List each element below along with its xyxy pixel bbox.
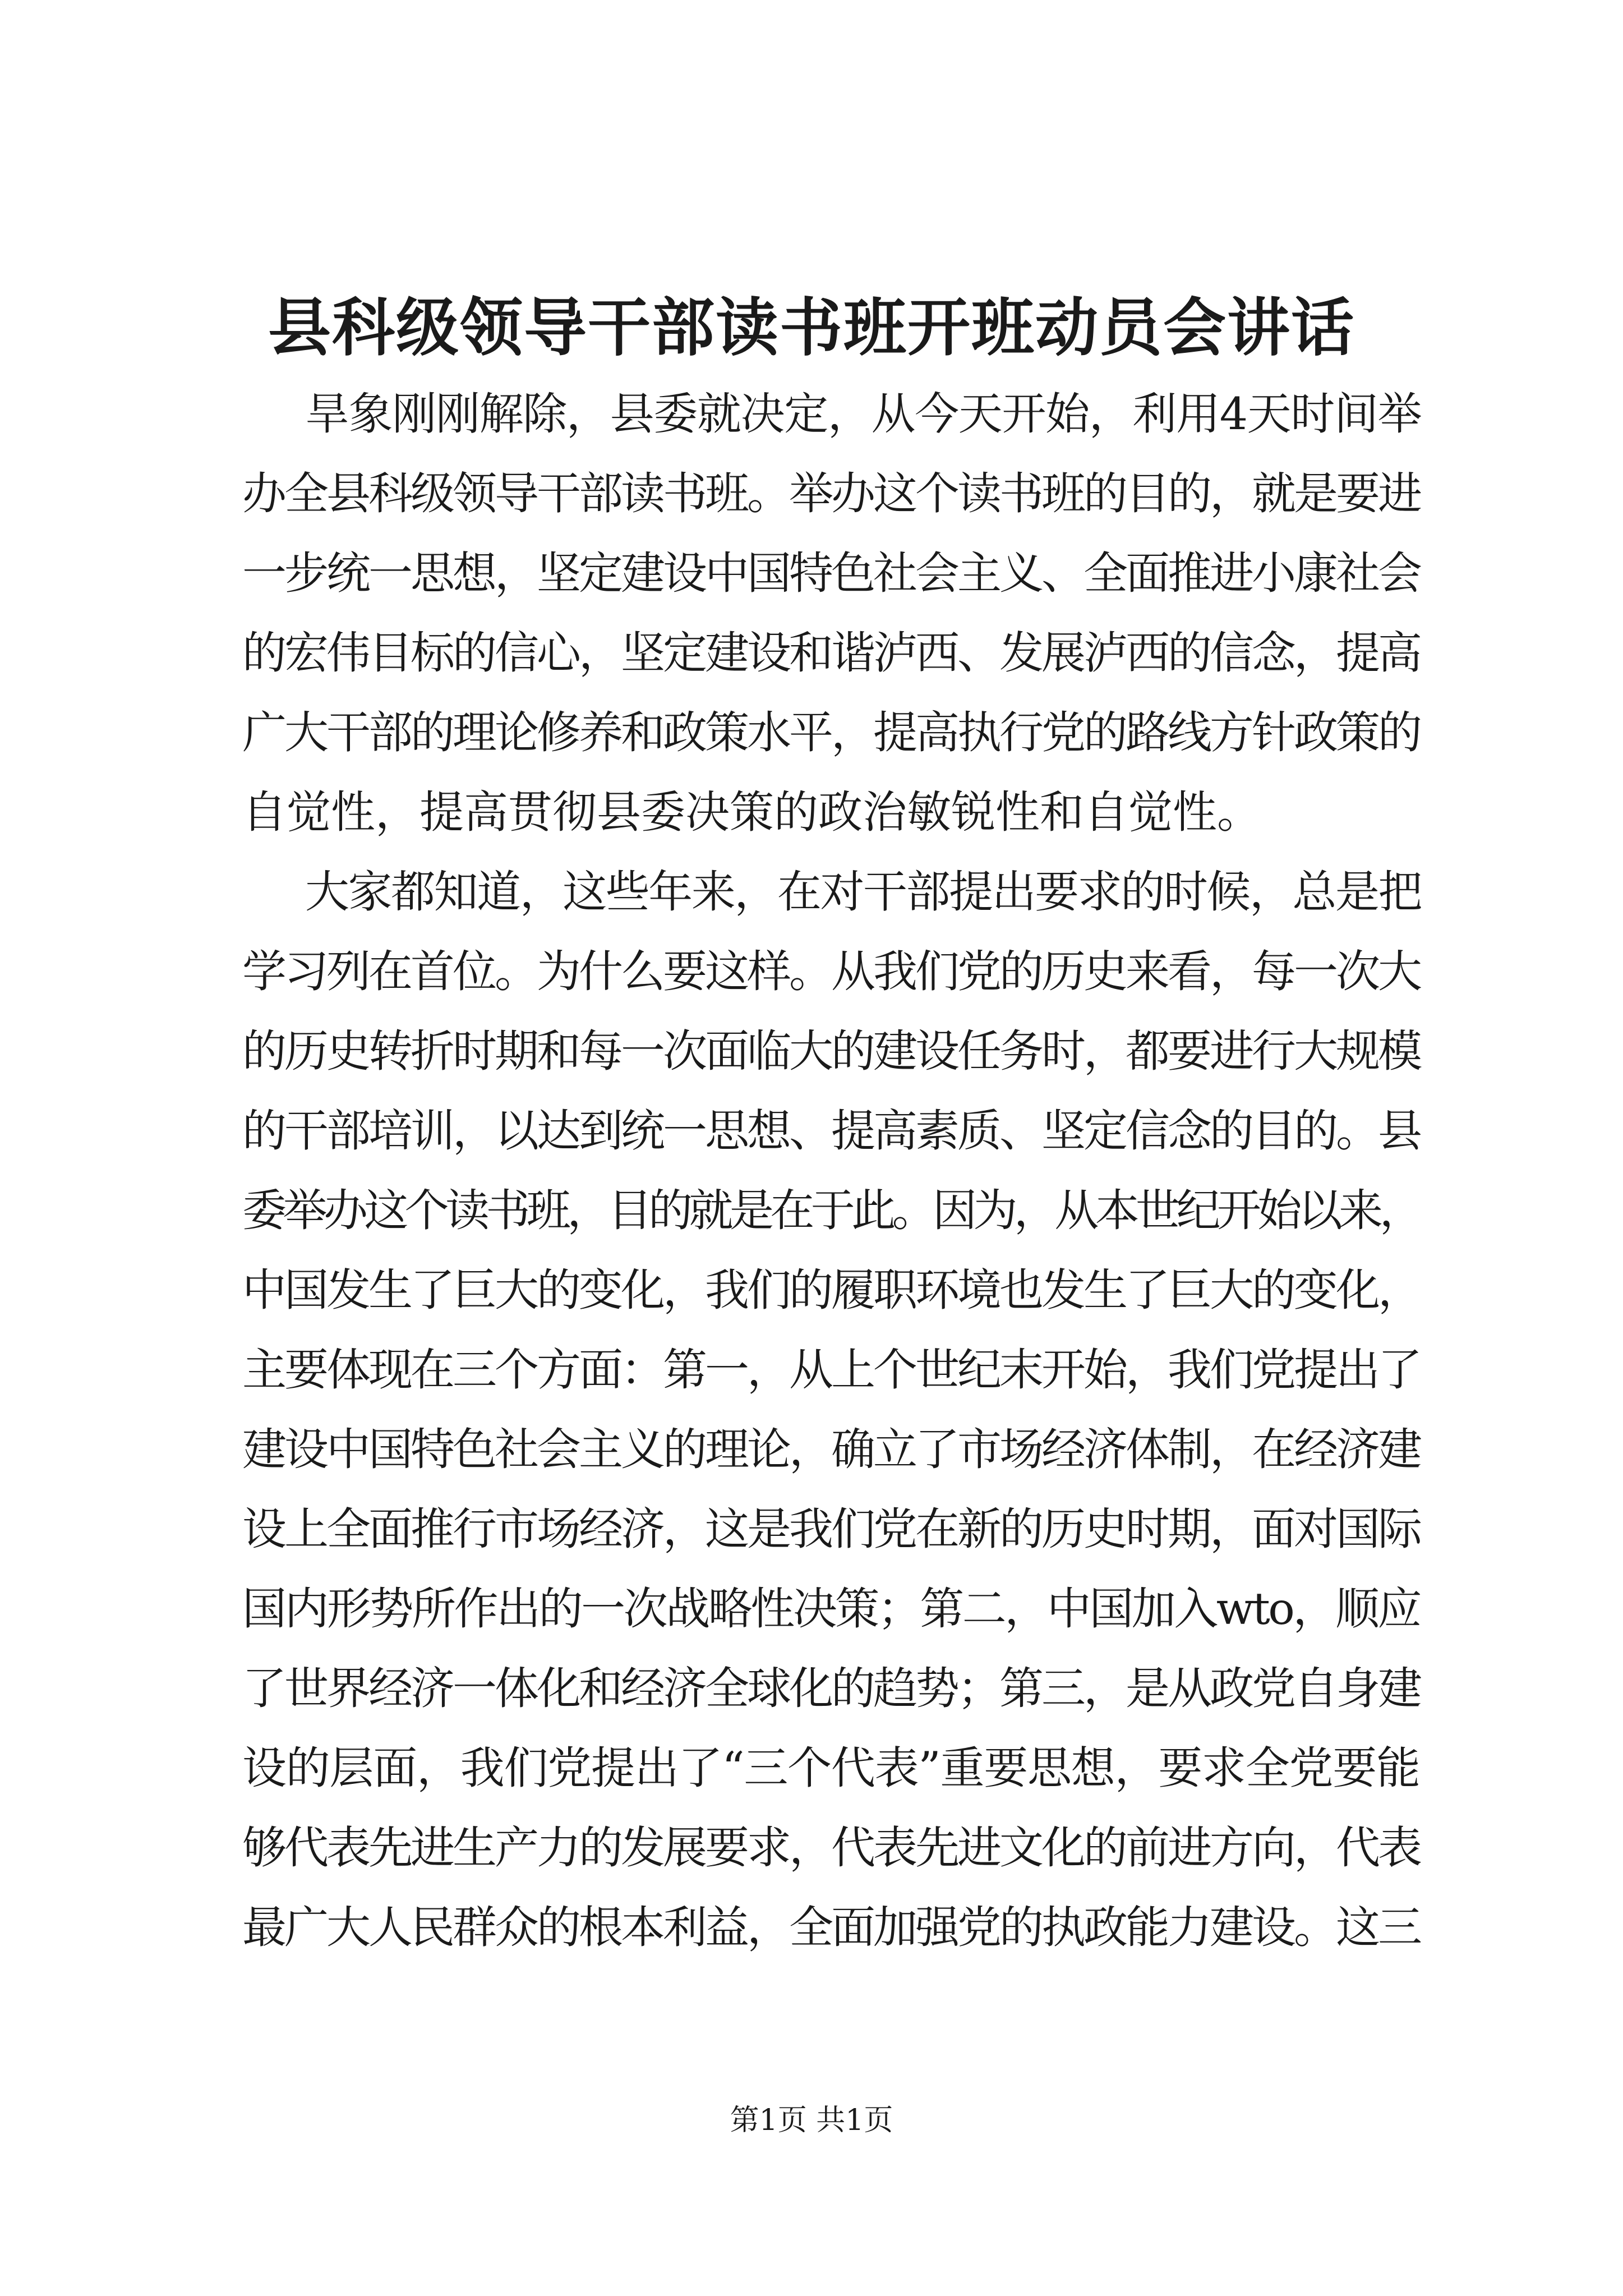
body-line: 大家都知道，这些年来，在对干部提出要求的时候，总是把 <box>305 866 1422 918</box>
body-line: 国内形势所作出的一次战略性决策；第二，中国加入wto，顺应 <box>242 1583 1420 1635</box>
body-line: 自觉性，提高贯彻县委决策的政治敏锐性和自觉性。 <box>242 786 1261 838</box>
body-line: 的干部培训，以达到统一思想、提高素质、坚定信念的目的。县 <box>242 1105 1420 1157</box>
body-line: 够代表先进生产力的发展要求，代表先进文化的前进方向，代表 <box>242 1822 1420 1874</box>
body-line: 一步统一思想，坚定建设中国特色社会主义、全面推进小康社会 <box>242 547 1420 599</box>
body-line: 的宏伟目标的信心，坚定建设和谐泸西、发展泸西的信念，提高 <box>242 627 1420 679</box>
body-line: 建设中国特色社会主义的理论，确立了市场经济体制，在经济建 <box>242 1424 1420 1475</box>
page-number-footer: 第1页 共1页 <box>730 2104 893 2137</box>
body-line: 了世界经济一体化和经济全球化的趋势；第三，是从政党自身建 <box>242 1663 1420 1714</box>
body-line: 广大干部的理论修养和政策水平，提高执行党的路线方针政策的 <box>242 707 1420 758</box>
body-line: 最广大人民群众的根本利益，全面加强党的执政能力建设。这三 <box>242 1902 1420 1953</box>
body-line: 旱象刚刚解除，县委就决定，从今天开始，利用4天时间举 <box>305 388 1422 440</box>
body-line: 中国发生了巨大的变化，我们的履职环境也发生了巨大的变化， <box>242 1264 1420 1316</box>
body-line: 办全县科级领导干部读书班。举办这个读书班的目的，就是要进 <box>242 468 1420 519</box>
body-line: 设的层面，我们党提出了“三个代表”重要思想，要求全党要能 <box>242 1742 1420 1794</box>
body-line: 学习列在首位。为什么要这样。从我们党的历史来看，每一次大 <box>242 946 1420 997</box>
body-line: 委举办这个读书班，目的就是在于此。因为，从本世纪开始以来， <box>242 1185 1421 1236</box>
body-line: 的历史转折时期和每一次面临大的建设任务时，都要进行大规模 <box>242 1025 1420 1077</box>
body-line: 主要体现在三个方面：第一，从上个世纪末开始，我们党提出了 <box>242 1344 1420 1396</box>
document-title: 县科级领导干部读书班开班动员会讲话 <box>268 291 1355 365</box>
body-line: 设上全面推行市场经济，这是我们党在新的历史时期，面对国际 <box>242 1503 1420 1555</box>
